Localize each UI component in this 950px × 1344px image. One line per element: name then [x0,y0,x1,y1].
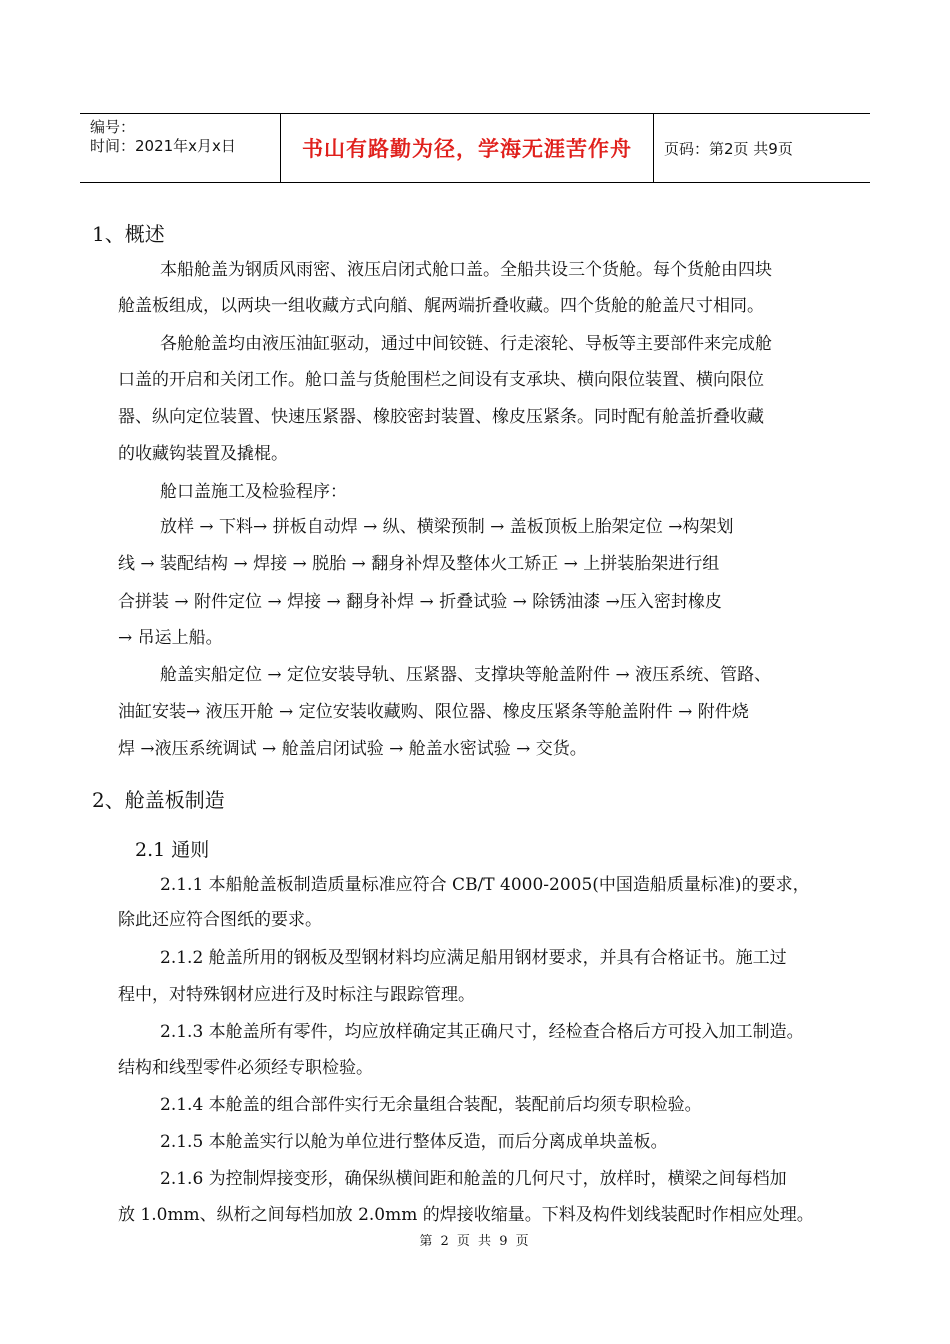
section-1-title: 1、概述 [92,222,165,246]
paragraph-line: 舱口盖施工及检验程序： [160,482,347,502]
process-line: 焊 →液压系统调试 → 舱盖启闭试验 → 舱盖水密试验 → 交货。 [118,739,587,759]
clause-line: 2.1.2 舱盖所用的钢板及型钢材料均应满足船用钢材要求，并具有合格证书。施工过 [160,948,787,968]
paragraph-line: 本船舱盖为钢质风雨密、液压启闭式舱口盖。全船共设三个货舱。每个货舱由四块 [160,260,772,280]
clause-line: 放 1.0mm、纵桁之间每档加放 2.0mm 的焊接收缩量。下料及构件划线装配时作相应处理。 [118,1205,814,1225]
clause-line: 2.1.4 本舱盖的组合部件实行无余量组合装配，装配前后均须专职检验。 [160,1095,702,1115]
process-line: → 吊运上船。 [118,628,223,648]
section-2-1-title: 2.1 通则 [135,839,210,861]
clause-line: 2.1.5 本舱盖实行以舱为单位进行整体反造，而后分离成单块盖板。 [160,1132,668,1152]
time-label: 时间：2021年x月x日 [90,137,236,155]
clause-line: 2.1.6 为控制焊接变形，确保纵横间距和舱盖的几何尺寸，放样时，横梁之间每档加 [160,1169,787,1189]
clause-line: 除此还应符合图纸的要求。 [118,910,322,930]
process-line: 线 → 装配结构 → 焊接 → 脱胎 → 翻身补焊及整体火工矫正 → 上拼装胎架进行组 [118,554,720,574]
header-motto: 书山有路勤为径，学海无涯苦作舟 [281,114,654,182]
process-line: 油缸安装→ 液压开舱 → 定位安装收藏购、限位器、橡皮压紧条等舱盖附件 → 附件烧 [118,702,749,722]
process-line: 放样 → 下料→ 拼板自动焊 → 纵、横梁预制 → 盖板顶板上胎架定位 →构架划 [160,517,734,537]
header-meta [80,114,281,182]
clause-line: 程中，对特殊钢材应进行及时标注与跟踪管理。 [118,985,475,1005]
paragraph-line: 各舱舱盖均由液压油缸驱动，通过中间铰链、行走滚轮、导板等主要部件来完成舱 [160,334,772,354]
process-line: 舱盖实船定位 → 定位安装导轨、压紧器、支撑块等舱盖附件 → 液压系统、管路、 [160,665,772,685]
clause-line: 2.1.3 本舱盖所有零件，均应放样确定其正确尺寸，经检查合格后方可投入加工制造。 [160,1022,804,1042]
page-footer: 第 2 页 共 9 页 [419,1234,531,1249]
clause-line: 2.1.1 本船舱盖板制造质量标准应符合 CB/T 4000-2005(中国造船质量标准)的要求， [160,875,810,895]
header-page-label: 页码：第2页 共9页 [664,139,793,158]
clause-line: 结构和线型零件必须经专职检验。 [118,1058,373,1078]
section-2-title: 2、舱盖板制造 [92,788,225,812]
paragraph-line: 舱盖板组成，以两块一组收藏方式向艏、艉两端折叠收藏。四个货舱的舱盖尺寸相同。 [118,296,764,316]
paragraph-line: 口盖的开启和关闭工作。舱口盖与货舱围栏之间设有支承块、横向限位装置、横向限位 [118,370,764,390]
process-line: 合拼装 → 附件定位 → 焊接 → 翻身补焊 → 折叠试验 → 除锈油漆 →压入密封橡皮 [118,592,722,612]
paragraph-line: 器、纵向定位装置、快速压紧器、橡胶密封装置、橡皮压紧条。同时配有舱盖折叠收藏 [118,407,764,427]
document-header [80,113,870,183]
paragraph-line: 的收藏钩装置及撬棍。 [118,444,288,464]
number-label: 编号： [90,118,136,136]
